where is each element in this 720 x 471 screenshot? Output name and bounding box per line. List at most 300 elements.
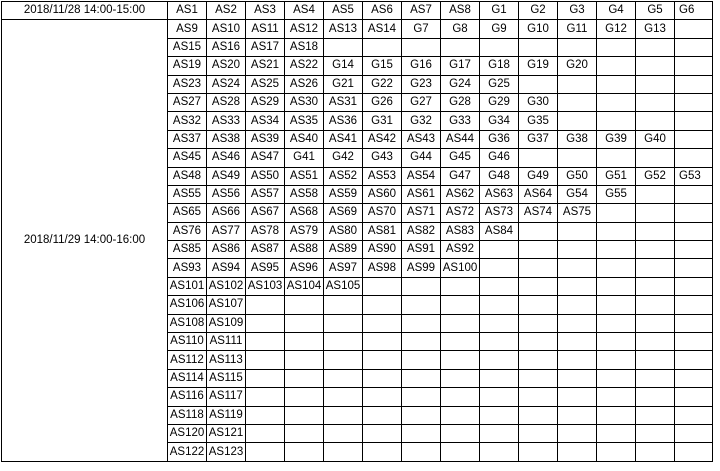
table-cell[interactable]: [363, 369, 402, 387]
table-cell[interactable]: [675, 93, 713, 111]
table-cell[interactable]: [363, 351, 402, 369]
table-cell[interactable]: G13: [636, 20, 675, 38]
table-cell[interactable]: [441, 406, 480, 424]
table-cell[interactable]: [675, 369, 713, 387]
table-cell[interactable]: AS59: [324, 185, 363, 203]
table-cell[interactable]: [363, 314, 402, 332]
table-cell[interactable]: [519, 388, 558, 406]
table-cell[interactable]: [675, 57, 713, 75]
table-cell[interactable]: AS119: [207, 406, 246, 424]
table-cell[interactable]: AS64: [519, 185, 558, 203]
table-cell[interactable]: [363, 296, 402, 314]
table-cell[interactable]: [480, 424, 519, 442]
table-cell[interactable]: AS47: [246, 149, 285, 167]
table-cell[interactable]: [246, 443, 285, 461]
table-cell[interactable]: [597, 112, 636, 130]
table-cell[interactable]: G40: [636, 130, 675, 148]
table-cell[interactable]: [558, 241, 597, 259]
table-cell[interactable]: G10: [519, 20, 558, 38]
table-cell[interactable]: AS91: [402, 241, 441, 259]
table-cell[interactable]: AS66: [207, 204, 246, 222]
table-cell[interactable]: G27: [402, 93, 441, 111]
table-cell[interactable]: AS49: [207, 167, 246, 185]
table-cell[interactable]: [558, 222, 597, 240]
table-cell[interactable]: G35: [519, 112, 558, 130]
table-cell[interactable]: G34: [480, 112, 519, 130]
table-cell[interactable]: [558, 75, 597, 93]
table-cell[interactable]: AS103: [246, 277, 285, 295]
table-cell[interactable]: AS44: [441, 130, 480, 148]
table-cell[interactable]: [441, 424, 480, 442]
table-cell[interactable]: [324, 296, 363, 314]
table-cell[interactable]: G38: [558, 130, 597, 148]
table-cell[interactable]: [441, 296, 480, 314]
table-cell[interactable]: [363, 443, 402, 461]
table-cell[interactable]: AS79: [285, 222, 324, 240]
table-cell[interactable]: [675, 130, 713, 148]
table-cell[interactable]: AS24: [207, 75, 246, 93]
table-cell[interactable]: [636, 406, 675, 424]
table-cell[interactable]: [441, 277, 480, 295]
table-cell[interactable]: [441, 443, 480, 461]
table-cell[interactable]: [675, 204, 713, 222]
table-cell[interactable]: AS54: [402, 167, 441, 185]
table-cell[interactable]: [402, 351, 441, 369]
table-cell[interactable]: AS55: [168, 185, 207, 203]
table-cell[interactable]: [480, 259, 519, 277]
table-cell[interactable]: G1: [480, 2, 519, 20]
table-cell[interactable]: [519, 277, 558, 295]
table-cell[interactable]: [636, 222, 675, 240]
table-cell[interactable]: AS69: [324, 204, 363, 222]
table-cell[interactable]: G55: [597, 185, 636, 203]
table-cell[interactable]: AS87: [246, 241, 285, 259]
table-cell[interactable]: [480, 296, 519, 314]
table-cell[interactable]: G15: [363, 57, 402, 75]
table-cell[interactable]: AS106: [168, 296, 207, 314]
table-cell[interactable]: [636, 314, 675, 332]
table-cell[interactable]: G31: [363, 112, 402, 130]
table-cell[interactable]: AS18: [285, 38, 324, 56]
table-cell[interactable]: AS25: [246, 75, 285, 93]
table-cell[interactable]: [597, 259, 636, 277]
table-cell[interactable]: [636, 149, 675, 167]
table-cell[interactable]: AS9: [168, 20, 207, 38]
table-cell[interactable]: [675, 424, 713, 442]
table-cell[interactable]: G24: [441, 75, 480, 93]
table-cell[interactable]: [363, 388, 402, 406]
table-cell[interactable]: G4: [597, 2, 636, 20]
table-cell[interactable]: [597, 424, 636, 442]
table-cell[interactable]: G18: [480, 57, 519, 75]
table-cell[interactable]: AS78: [246, 222, 285, 240]
table-cell[interactable]: AS42: [363, 130, 402, 148]
table-cell[interactable]: [519, 369, 558, 387]
table-cell[interactable]: AS19: [168, 57, 207, 75]
table-cell[interactable]: AS76: [168, 222, 207, 240]
table-cell[interactable]: [363, 333, 402, 351]
table-cell[interactable]: [636, 443, 675, 461]
table-cell[interactable]: AS80: [324, 222, 363, 240]
table-cell[interactable]: G3: [558, 2, 597, 20]
table-cell[interactable]: AS118: [168, 406, 207, 424]
table-cell[interactable]: [324, 38, 363, 56]
table-cell[interactable]: [597, 351, 636, 369]
table-cell[interactable]: G50: [558, 167, 597, 185]
table-cell[interactable]: [675, 443, 713, 461]
table-cell[interactable]: [636, 259, 675, 277]
table-cell[interactable]: G8: [441, 20, 480, 38]
table-cell[interactable]: [363, 38, 402, 56]
table-cell[interactable]: [441, 388, 480, 406]
table-cell[interactable]: [597, 333, 636, 351]
table-cell[interactable]: [480, 388, 519, 406]
table-cell[interactable]: [597, 406, 636, 424]
table-cell[interactable]: AS20: [207, 57, 246, 75]
table-cell[interactable]: [636, 424, 675, 442]
table-cell[interactable]: [285, 388, 324, 406]
table-cell[interactable]: AS21: [246, 57, 285, 75]
table-cell[interactable]: AS2: [207, 2, 246, 20]
table-cell[interactable]: [636, 38, 675, 56]
table-cell[interactable]: [558, 406, 597, 424]
table-cell[interactable]: AS110: [168, 333, 207, 351]
table-cell[interactable]: G36: [480, 130, 519, 148]
table-cell[interactable]: AS113: [207, 351, 246, 369]
table-cell[interactable]: [558, 93, 597, 111]
table-cell[interactable]: [597, 277, 636, 295]
table-cell[interactable]: [675, 406, 713, 424]
table-cell[interactable]: AS15: [168, 38, 207, 56]
table-cell[interactable]: [636, 185, 675, 203]
table-cell[interactable]: [402, 296, 441, 314]
table-cell[interactable]: [324, 333, 363, 351]
table-cell[interactable]: [324, 424, 363, 442]
table-cell[interactable]: [519, 149, 558, 167]
table-cell[interactable]: AS11: [246, 20, 285, 38]
table-cell[interactable]: [480, 38, 519, 56]
table-cell[interactable]: G53: [675, 167, 713, 185]
table-cell[interactable]: [558, 259, 597, 277]
table-cell[interactable]: AS63: [480, 185, 519, 203]
table-cell[interactable]: AS115: [207, 369, 246, 387]
table-cell[interactable]: [636, 204, 675, 222]
table-cell[interactable]: AS84: [480, 222, 519, 240]
table-cell[interactable]: AS71: [402, 204, 441, 222]
table-cell[interactable]: [285, 443, 324, 461]
table-cell[interactable]: [636, 333, 675, 351]
table-cell[interactable]: AS70: [363, 204, 402, 222]
table-cell[interactable]: AS72: [441, 204, 480, 222]
table-cell[interactable]: G14: [324, 57, 363, 75]
table-cell[interactable]: AS77: [207, 222, 246, 240]
table-cell[interactable]: G45: [441, 149, 480, 167]
table-cell[interactable]: AS61: [402, 185, 441, 203]
table-cell[interactable]: [675, 314, 713, 332]
table-cell[interactable]: [402, 314, 441, 332]
table-cell[interactable]: [285, 333, 324, 351]
table-cell[interactable]: [558, 424, 597, 442]
table-cell[interactable]: [558, 351, 597, 369]
table-cell[interactable]: AS117: [207, 388, 246, 406]
table-cell[interactable]: [675, 222, 713, 240]
table-cell[interactable]: [636, 93, 675, 111]
table-cell[interactable]: AS100: [441, 259, 480, 277]
table-cell[interactable]: [324, 314, 363, 332]
table-cell[interactable]: [519, 259, 558, 277]
table-cell[interactable]: G47: [441, 167, 480, 185]
table-cell[interactable]: AS60: [363, 185, 402, 203]
table-cell[interactable]: [675, 333, 713, 351]
table-cell[interactable]: [558, 112, 597, 130]
table-cell[interactable]: [675, 75, 713, 93]
table-cell[interactable]: G28: [441, 93, 480, 111]
table-cell[interactable]: [597, 57, 636, 75]
table-cell[interactable]: [636, 296, 675, 314]
table-cell[interactable]: AS38: [207, 130, 246, 148]
table-cell[interactable]: G11: [558, 20, 597, 38]
session-date-cell[interactable]: 2018/11/28 14:00-15:00: [2, 2, 168, 20]
table-cell[interactable]: [519, 424, 558, 442]
table-cell[interactable]: [597, 222, 636, 240]
table-cell[interactable]: [558, 369, 597, 387]
table-cell[interactable]: [519, 351, 558, 369]
table-cell[interactable]: G43: [363, 149, 402, 167]
table-cell[interactable]: G49: [519, 167, 558, 185]
table-cell[interactable]: [597, 149, 636, 167]
table-cell[interactable]: AS12: [285, 20, 324, 38]
table-cell[interactable]: G30: [519, 93, 558, 111]
table-cell[interactable]: [636, 112, 675, 130]
table-cell[interactable]: G17: [441, 57, 480, 75]
table-cell[interactable]: AS1: [168, 2, 207, 20]
table-cell[interactable]: [519, 296, 558, 314]
table-cell[interactable]: [324, 443, 363, 461]
table-cell[interactable]: AS28: [207, 93, 246, 111]
table-cell[interactable]: AS56: [207, 185, 246, 203]
table-cell[interactable]: G5: [636, 2, 675, 20]
table-cell[interactable]: G48: [480, 167, 519, 185]
table-cell[interactable]: [441, 333, 480, 351]
table-cell[interactable]: AS30: [285, 93, 324, 111]
table-cell[interactable]: AS93: [168, 259, 207, 277]
table-cell[interactable]: AS86: [207, 241, 246, 259]
table-cell[interactable]: AS68: [285, 204, 324, 222]
table-cell[interactable]: [363, 424, 402, 442]
table-cell[interactable]: [675, 112, 713, 130]
table-cell[interactable]: G23: [402, 75, 441, 93]
table-cell[interactable]: [675, 185, 713, 203]
table-cell[interactable]: AS57: [246, 185, 285, 203]
table-cell[interactable]: AS3: [246, 2, 285, 20]
table-cell[interactable]: AS122: [168, 443, 207, 461]
table-cell[interactable]: G51: [597, 167, 636, 185]
table-cell[interactable]: AS26: [285, 75, 324, 93]
table-cell[interactable]: [402, 406, 441, 424]
table-cell[interactable]: [675, 38, 713, 56]
table-cell[interactable]: AS111: [207, 333, 246, 351]
table-cell[interactable]: [246, 424, 285, 442]
table-cell[interactable]: [402, 38, 441, 56]
table-cell[interactable]: AS39: [246, 130, 285, 148]
table-cell[interactable]: AS46: [207, 149, 246, 167]
table-cell[interactable]: [636, 75, 675, 93]
table-cell[interactable]: AS48: [168, 167, 207, 185]
table-cell[interactable]: AS82: [402, 222, 441, 240]
table-cell[interactable]: AS5: [324, 2, 363, 20]
table-cell[interactable]: AS101: [168, 277, 207, 295]
table-cell[interactable]: AS121: [207, 424, 246, 442]
table-cell[interactable]: [636, 277, 675, 295]
table-cell[interactable]: AS67: [246, 204, 285, 222]
table-cell[interactable]: AS94: [207, 259, 246, 277]
table-cell[interactable]: AS10: [207, 20, 246, 38]
table-cell[interactable]: G22: [363, 75, 402, 93]
table-cell[interactable]: [285, 296, 324, 314]
table-cell[interactable]: [519, 314, 558, 332]
table-cell[interactable]: [519, 38, 558, 56]
table-cell[interactable]: AS27: [168, 93, 207, 111]
table-cell[interactable]: [402, 443, 441, 461]
table-cell[interactable]: [480, 406, 519, 424]
table-cell[interactable]: [402, 369, 441, 387]
table-cell[interactable]: [519, 75, 558, 93]
table-cell[interactable]: AS89: [324, 241, 363, 259]
table-cell[interactable]: [597, 38, 636, 56]
table-cell[interactable]: [675, 388, 713, 406]
table-cell[interactable]: [597, 296, 636, 314]
table-cell[interactable]: [636, 388, 675, 406]
table-cell[interactable]: AS62: [441, 185, 480, 203]
table-cell[interactable]: AS98: [363, 259, 402, 277]
table-cell[interactable]: AS95: [246, 259, 285, 277]
table-cell[interactable]: [246, 351, 285, 369]
table-cell[interactable]: AS107: [207, 296, 246, 314]
table-cell[interactable]: G37: [519, 130, 558, 148]
table-cell[interactable]: [675, 351, 713, 369]
table-cell[interactable]: [558, 38, 597, 56]
table-cell[interactable]: [285, 424, 324, 442]
table-cell[interactable]: G39: [597, 130, 636, 148]
table-cell[interactable]: AS40: [285, 130, 324, 148]
table-cell[interactable]: AS97: [324, 259, 363, 277]
table-cell[interactable]: AS31: [324, 93, 363, 111]
table-cell[interactable]: AS99: [402, 259, 441, 277]
table-cell[interactable]: [558, 333, 597, 351]
table-cell[interactable]: G20: [558, 57, 597, 75]
table-cell[interactable]: AS73: [480, 204, 519, 222]
table-cell[interactable]: AS36: [324, 112, 363, 130]
table-cell[interactable]: AS23: [168, 75, 207, 93]
table-cell[interactable]: [519, 333, 558, 351]
table-cell[interactable]: [558, 443, 597, 461]
table-cell[interactable]: [636, 57, 675, 75]
table-cell[interactable]: G7: [402, 20, 441, 38]
table-cell[interactable]: [480, 241, 519, 259]
table-cell[interactable]: [480, 277, 519, 295]
table-cell[interactable]: G54: [558, 185, 597, 203]
table-cell[interactable]: AS58: [285, 185, 324, 203]
table-cell[interactable]: [246, 388, 285, 406]
table-cell[interactable]: AS8: [441, 2, 480, 20]
table-cell[interactable]: AS34: [246, 112, 285, 130]
table-cell[interactable]: [480, 314, 519, 332]
table-cell[interactable]: AS81: [363, 222, 402, 240]
table-cell[interactable]: G6: [675, 2, 713, 20]
table-cell[interactable]: AS88: [285, 241, 324, 259]
table-cell[interactable]: [285, 314, 324, 332]
table-cell[interactable]: [324, 406, 363, 424]
table-cell[interactable]: [519, 406, 558, 424]
table-cell[interactable]: [285, 351, 324, 369]
table-cell[interactable]: AS29: [246, 93, 285, 111]
table-cell[interactable]: G9: [480, 20, 519, 38]
table-cell[interactable]: AS13: [324, 20, 363, 38]
table-cell[interactable]: [519, 241, 558, 259]
table-cell[interactable]: [636, 351, 675, 369]
table-cell[interactable]: [480, 351, 519, 369]
table-cell[interactable]: AS102: [207, 277, 246, 295]
table-cell[interactable]: [519, 443, 558, 461]
table-cell[interactable]: AS96: [285, 259, 324, 277]
table-cell[interactable]: [558, 296, 597, 314]
table-cell[interactable]: AS90: [363, 241, 402, 259]
session-date-cell[interactable]: 2018/11/29 14:00-16:00: [2, 20, 168, 461]
table-cell[interactable]: G25: [480, 75, 519, 93]
table-cell[interactable]: [246, 406, 285, 424]
table-cell[interactable]: AS109: [207, 314, 246, 332]
table-cell[interactable]: [558, 388, 597, 406]
table-cell[interactable]: [597, 314, 636, 332]
table-cell[interactable]: [324, 388, 363, 406]
table-cell[interactable]: [558, 277, 597, 295]
table-cell[interactable]: [402, 277, 441, 295]
table-cell[interactable]: [402, 333, 441, 351]
table-cell[interactable]: AS75: [558, 204, 597, 222]
table-cell[interactable]: G42: [324, 149, 363, 167]
table-cell[interactable]: G41: [285, 149, 324, 167]
table-cell[interactable]: G21: [324, 75, 363, 93]
table-cell[interactable]: [324, 369, 363, 387]
table-cell[interactable]: AS7: [402, 2, 441, 20]
table-cell[interactable]: [597, 93, 636, 111]
table-cell[interactable]: [246, 333, 285, 351]
table-cell[interactable]: AS43: [402, 130, 441, 148]
table-cell[interactable]: AS116: [168, 388, 207, 406]
table-cell[interactable]: [675, 149, 713, 167]
table-cell[interactable]: AS51: [285, 167, 324, 185]
table-cell[interactable]: AS50: [246, 167, 285, 185]
table-cell[interactable]: AS104: [285, 277, 324, 295]
table-cell[interactable]: [363, 406, 402, 424]
table-cell[interactable]: [246, 296, 285, 314]
table-cell[interactable]: AS65: [168, 204, 207, 222]
table-cell[interactable]: [597, 443, 636, 461]
table-cell[interactable]: AS120: [168, 424, 207, 442]
table-cell[interactable]: [597, 204, 636, 222]
table-cell[interactable]: G44: [402, 149, 441, 167]
table-cell[interactable]: AS53: [363, 167, 402, 185]
table-cell[interactable]: [597, 241, 636, 259]
table-cell[interactable]: G26: [363, 93, 402, 111]
table-cell[interactable]: [597, 388, 636, 406]
table-cell[interactable]: [363, 277, 402, 295]
table-cell[interactable]: [480, 443, 519, 461]
table-cell[interactable]: AS123: [207, 443, 246, 461]
table-cell[interactable]: [441, 369, 480, 387]
table-cell[interactable]: [558, 149, 597, 167]
table-cell[interactable]: [441, 351, 480, 369]
